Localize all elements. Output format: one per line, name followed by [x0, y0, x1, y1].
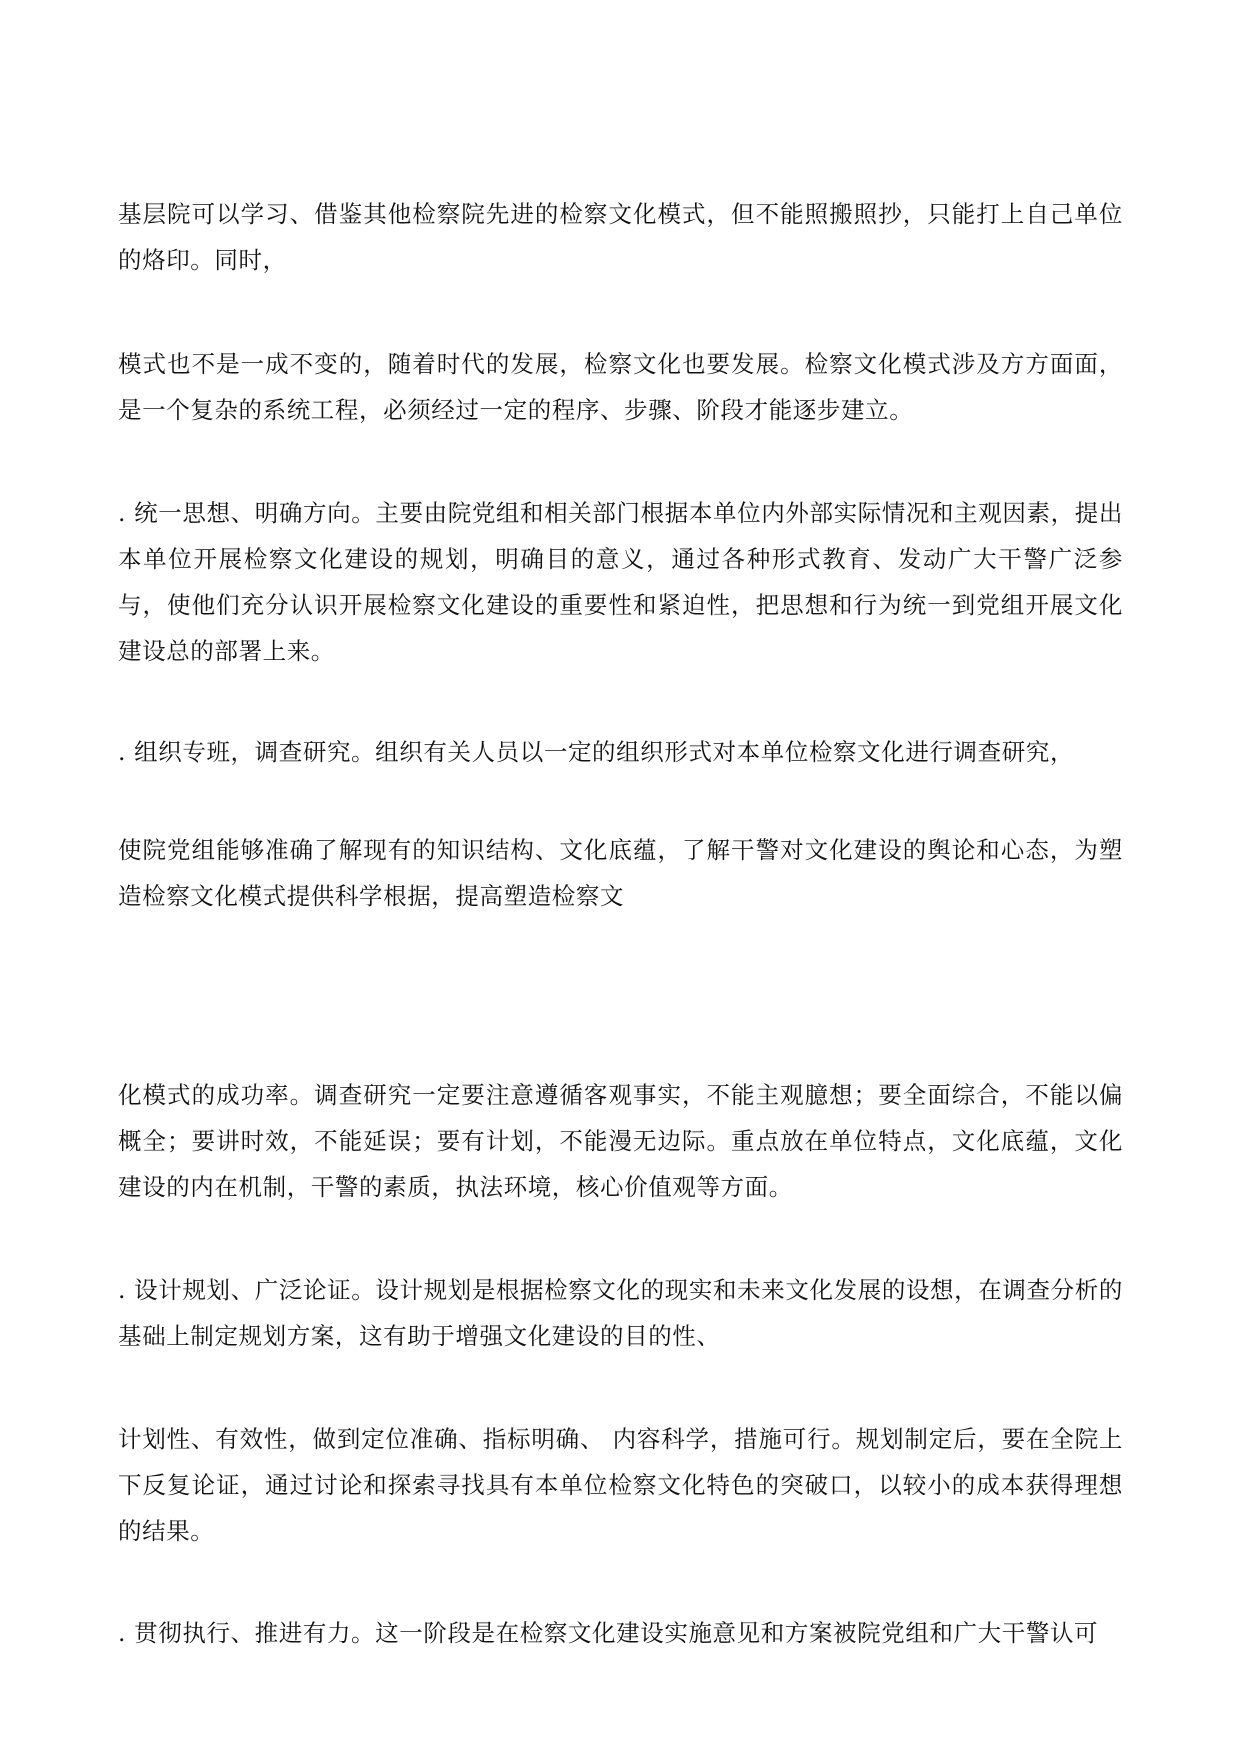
paragraph-7: . 设计规划、广泛论证。设计规划是根据检察文化的现实和未来文化发展的设想，在调查分析的基础上制定规划方案，这有助于增强文化建设的目的性、 [118, 1275, 1123, 1350]
paragraph-8: 计划性、有效性，做到定位准确、指标明确、 内容科学，措施可行。规划制定后，要在全院上下反复论证，通过讨论和探索寻找具有本单位检察文化特色的突破口，以较小的成本获得理想的结果。 [118, 1424, 1123, 1545]
paragraph-2: 模式也不是一成不变的，随着时代的发展，检察文化也要发展。检察文化模式涉及方方面面，是一个复杂的系统工程，必须经过一定的程序、步骤、阶段才能逐步建立。 [118, 349, 1123, 424]
paragraph-6: 化模式的成功率。调查研究一定要注意遵循客观事实，不能主观臆想；要全面综合，不能以偏概全；要讲时效，不能延误；要有计划，不能漫无边际。重点放在单位特点，文化底蕴，文化建设的内在机制，干警的素质，执法环境，核心价值观等方面。 [118, 1080, 1123, 1201]
paragraph-4: . 组织专班，调查研究。组织有关人员以一定的组织形式对本单位检察文化进行调查研究， [118, 737, 1075, 766]
paragraph-1: 基层院可以学习、借鉴其他检察院先进的检察文化模式，但不能照搬照抄，只能打上自己单位的烙印。同时， [118, 199, 1123, 274]
paragraph-5: 使院党组能够准确了解现有的知识结构、文化底蕴，了解干警对文化建设的舆论和心态，为塑造检察文化模式提供科学根据，提高塑造检察文 [118, 835, 1123, 910]
paragraph-9: . 贯彻执行、推进有力。这一阶段是在检察文化建设实施意见和方案被院党组和广大干警认可 [118, 1618, 1099, 1647]
paragraph-3: . 统一思想、明确方向。主要由院党组和相关部门根据本单位内外部实际情况和主观因素，提出本单位开展检察文化建设的规划，明确目的意义，通过各种形式教育、发动广大干警广泛参与，使他们充分认识开展检察文化建设的重要性和紧迫性，把思想和行为统一到党组开展文化建设总的部署上来。 [118, 498, 1123, 665]
